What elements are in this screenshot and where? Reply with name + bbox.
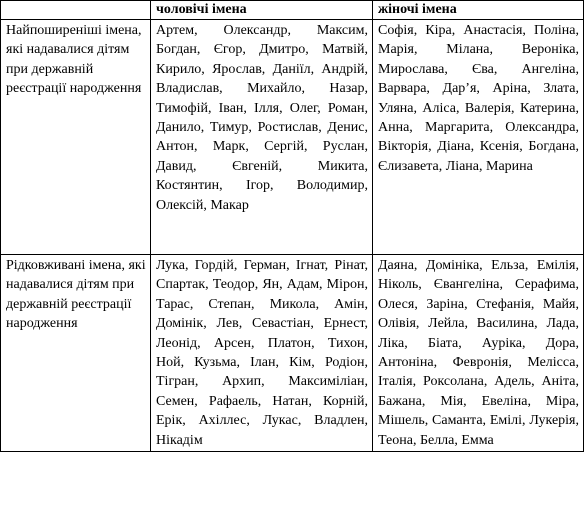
- table-row-rare: [1, 255, 584, 452]
- rare-male-names: Лука, Гордій, Герман, Ігнат, Рінат, Спартак, Теодор, Ян, Адам, Мірон, Тарас, Степан, Микола, Амін, Домінік, Лев, Севастіан, Ернест, Леонід, Арсен, Платон, Тихон, Ной, Кузьма, Ілан, Кім, Родіон, Тігран, Архип, Максиміліан, Семен, Рафаель, Натан, Корній, Ерік, Ахіллес, Лукас, Владлен, Нікадім: [151, 255, 373, 452]
- header-female-names: жіночі імена: [373, 1, 584, 20]
- row-category-rare: Рідковживані імена, які надавалися дітям при державній реєстрації народження: [1, 255, 151, 452]
- rare-female-names: Даяна, Домініка, Ельза, Емілія, Ніколь, Євангеліна, Серафима, Олеся, Заріна, Стефанія, Майя, Олівія, Лейла, Василина, Лада, Ліка, Біата, Ауріка, Дора, Антоніна, Февронія, Мелісса, Італія, Роксолана, Адель, Аніта, Бажана, Мія, Евеліна, Міра, Мішель, Саманта, Емілі, Лукерія, Теона, Белла, Емма: [373, 255, 584, 452]
- header-row: [1, 1, 584, 20]
- popular-male-names: Артем, Олександр, Максим, Богдан, Єгор, Дмитро, Матвій, Кирило, Ярослав, Даніїл, Андрій, Владислав, Михайло, Назар, Тимофій, Іван, Ілля, Олег, Роман, Данило, Тимур, Ростислав, Денис, Антон, Марк, Сергій, Руслан, Давид, Євгеній, Микита, Костянтин, Ігор, Володимир, Олексій, Макар: [151, 20, 373, 255]
- popular-female-names: Софія, Кіра, Анастасія, Поліна, Марія, Мілана, Вероніка, Мирослава, Єва, Ангеліна, Варвара, Дар’я, Аріна, Злата, Уляна, Аліса, Валерія, Катерина, Анна, Маргарита, Олександра, Вікторія, Діана, Ксенія, Богдана, Єлизавета, Ліана, Марина: [373, 20, 584, 255]
- header-empty-cell: [1, 1, 151, 20]
- row-category-popular: Найпоширеніші імена, які надавалися дітям при державній реєстрації народження: [1, 20, 151, 255]
- header-male-names: чоловічі імена: [151, 1, 373, 20]
- table-row-popular: [1, 20, 584, 255]
